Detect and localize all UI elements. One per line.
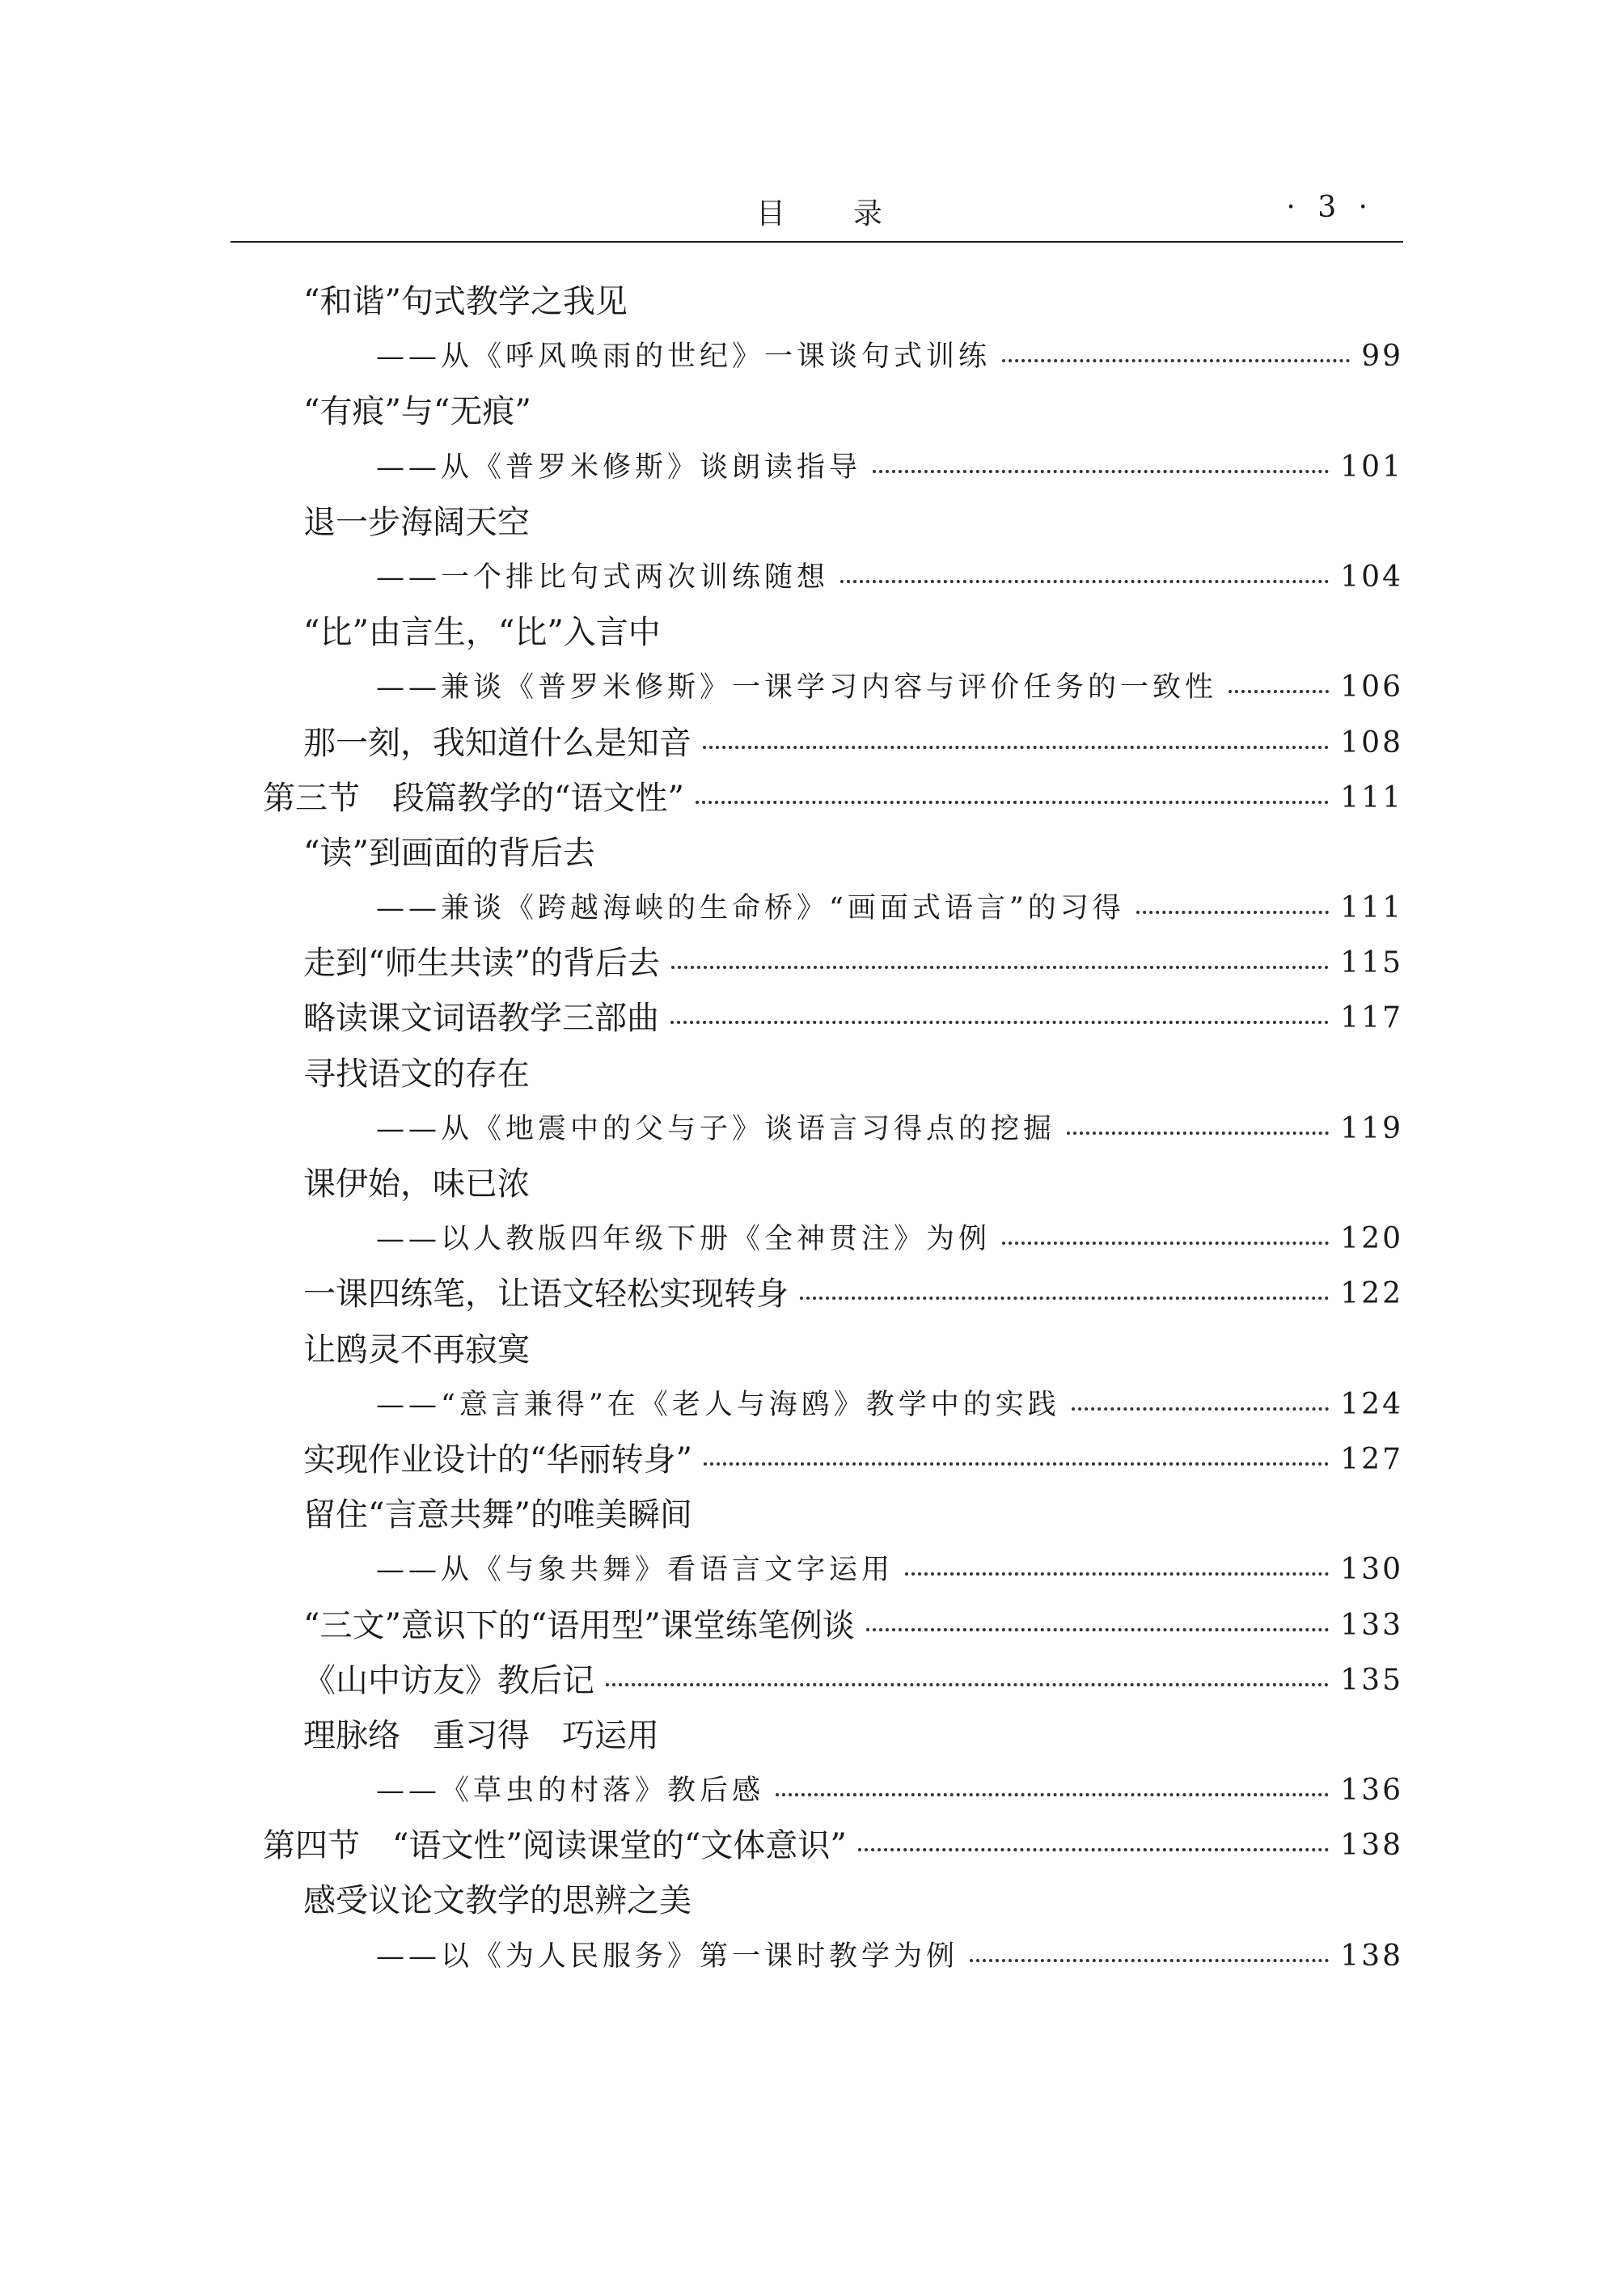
toc-page-number: 138 [1340, 1939, 1403, 1973]
table-of-contents [230, 280, 1403, 1990]
toc-entry-text: 略读课文词语教学三部曲 [303, 1000, 659, 1038]
page-header [230, 191, 1403, 239]
dot-leader [776, 1793, 1329, 1796]
toc-entry-text: “和谐”句式教学之我见 [303, 283, 628, 320]
toc-entry-text: 第四节 “语文性”阅读课堂的“文体意识” [263, 1827, 847, 1865]
dot-leader [905, 1572, 1329, 1576]
toc-subtitle [230, 335, 1403, 390]
toc-page-number: 119 [1340, 1111, 1403, 1145]
header-rule [230, 241, 1403, 243]
toc-entry-text: ——以《为人民服务》第一课时教学为例 [376, 1940, 959, 1973]
toc-entry-text: ——兼谈《跨越海峡的生命桥》“画面式语言”的习得 [376, 892, 1125, 925]
toc-entry [230, 1493, 1403, 1548]
toc-entry-text: 走到“师生共读”的背后去 [303, 945, 660, 983]
dot-leader [606, 1683, 1329, 1686]
toc-section [230, 1824, 1403, 1879]
toc-page-number: 104 [1340, 560, 1403, 594]
toc-page-number: 108 [1340, 726, 1403, 759]
dot-leader [840, 580, 1329, 583]
toc-entry [230, 1438, 1403, 1493]
toc-entry [230, 611, 1403, 666]
toc-entry-text: ——一个排比句式两次训练随想 [376, 561, 830, 594]
toc-page-number: 99 [1361, 340, 1403, 374]
toc-entry [230, 941, 1403, 996]
toc-entry [230, 831, 1403, 886]
toc-entry [230, 721, 1403, 776]
dot-leader [970, 1959, 1329, 1962]
dot-leader [703, 746, 1329, 749]
toc-entry [230, 1328, 1403, 1383]
toc-subtitle [230, 1107, 1403, 1162]
toc-subtitle [230, 666, 1403, 721]
toc-entry-text: ——从《呼风唤雨的世纪》一课谈句式训练 [376, 341, 992, 374]
toc-entry [230, 280, 1403, 335]
toc-entry [230, 390, 1403, 445]
toc-subtitle [230, 556, 1403, 611]
toc-entry-text: 理脉络 重习得 巧运用 [303, 1716, 659, 1754]
dot-leader [800, 1297, 1329, 1300]
toc-entry [230, 1052, 1403, 1107]
dot-leader [866, 1628, 1329, 1631]
toc-page-number: 106 [1340, 671, 1403, 704]
toc-page-number: 136 [1340, 1774, 1403, 1808]
toc-entry-text: 实现作业设计的“华丽转身” [303, 1441, 692, 1479]
toc-page-number: 130 [1340, 1553, 1403, 1587]
toc-entry-text: ——兼谈《普罗米修斯》一课学习内容与评价任务的一致性 [376, 671, 1218, 704]
toc-entry-text: 第三节 段篇教学的“语文性” [263, 779, 684, 817]
toc-page-number: 111 [1340, 891, 1403, 925]
toc-entry-text: “三文”意识下的“语用型”课堂练笔例谈 [303, 1606, 855, 1644]
toc-subtitle [230, 1383, 1403, 1438]
toc-subtitle [230, 1935, 1403, 1990]
toc-entry-text: “有痕”与“无痕” [303, 393, 531, 431]
toc-entry [230, 996, 1403, 1051]
toc-entry-text: ——《草虫的村落》教后感 [376, 1775, 765, 1808]
dot-leader [1002, 359, 1350, 362]
dot-leader [873, 470, 1329, 473]
toc-page-number: 127 [1340, 1442, 1403, 1476]
toc-entry-text: 一课四练笔，让语文轻松实现转身 [303, 1276, 789, 1314]
toc-page-number: 135 [1340, 1663, 1403, 1697]
toc-page-number: 115 [1340, 946, 1403, 980]
toc-subtitle [230, 1217, 1403, 1272]
toc-page-number: 133 [1340, 1608, 1403, 1642]
dot-leader [670, 1021, 1329, 1024]
toc-entry-text: 课伊始，味已浓 [303, 1166, 530, 1203]
toc-subtitle [230, 446, 1403, 501]
toc-entry-text: 感受议论文教学的思辨之美 [303, 1882, 691, 1920]
dot-leader [1072, 1407, 1329, 1411]
toc-section [230, 776, 1403, 831]
toc-entry-text: ——从《普罗米修斯》谈朗读指导 [376, 451, 862, 484]
toc-entry-text: “读”到画面的背后去 [303, 834, 595, 872]
toc-page-number: 117 [1340, 1001, 1403, 1035]
toc-page-number: 111 [1340, 781, 1403, 814]
toc-entry-text: 那一刻，我知道什么是知音 [303, 724, 691, 762]
dot-leader [671, 966, 1329, 969]
toc-subtitle [230, 1548, 1403, 1603]
toc-entry [230, 1272, 1403, 1327]
toc-entry-text: 留住“言意共舞”的唯美瞬间 [303, 1496, 692, 1534]
toc-page-number: 122 [1340, 1277, 1403, 1311]
dot-leader [1229, 690, 1329, 693]
toc-entry [230, 1714, 1403, 1769]
dot-leader [1136, 911, 1329, 914]
toc-page-number: 124 [1340, 1387, 1403, 1421]
toc-entry-text: ——“意言兼得”在《老人与海鸥》教学中的实践 [376, 1388, 1060, 1421]
dot-leader [704, 1462, 1329, 1466]
page-number: · 3 · [1286, 191, 1374, 224]
toc-subtitle [230, 1769, 1403, 1824]
toc-page-number: 120 [1340, 1222, 1403, 1256]
toc-entry-text: 《山中访友》教后记 [303, 1661, 594, 1699]
toc-entry [230, 501, 1403, 556]
toc-entry-text: ——以人教版四年级下册《全神贯注》为例 [376, 1223, 992, 1256]
toc-entry-text: ——从《地震中的父与子》谈语言习得点的挖掘 [376, 1112, 1056, 1145]
toc-entry [230, 1162, 1403, 1217]
toc-entry [230, 1659, 1403, 1714]
toc-entry-text: 让鸥灵不再寂寞 [303, 1331, 530, 1369]
toc-entry [230, 1879, 1403, 1934]
dot-leader [1002, 1242, 1329, 1245]
toc-entry [230, 1604, 1403, 1659]
toc-page-number: 138 [1340, 1829, 1403, 1863]
toc-entry-text: 寻找语文的存在 [303, 1055, 530, 1093]
toc-entry-text: “比”由言生，“比”入言中 [303, 614, 661, 652]
toc-page-number: 101 [1340, 450, 1403, 484]
dot-leader [1067, 1132, 1329, 1135]
toc-subtitle [230, 886, 1403, 941]
toc-entry-text: ——从《与象共舞》看语言文字运用 [376, 1554, 894, 1587]
running-title: 目录 [756, 197, 951, 231]
toc-entry-text: 退一步海阔天空 [303, 503, 530, 541]
dot-leader [858, 1848, 1329, 1851]
dot-leader [696, 801, 1329, 804]
